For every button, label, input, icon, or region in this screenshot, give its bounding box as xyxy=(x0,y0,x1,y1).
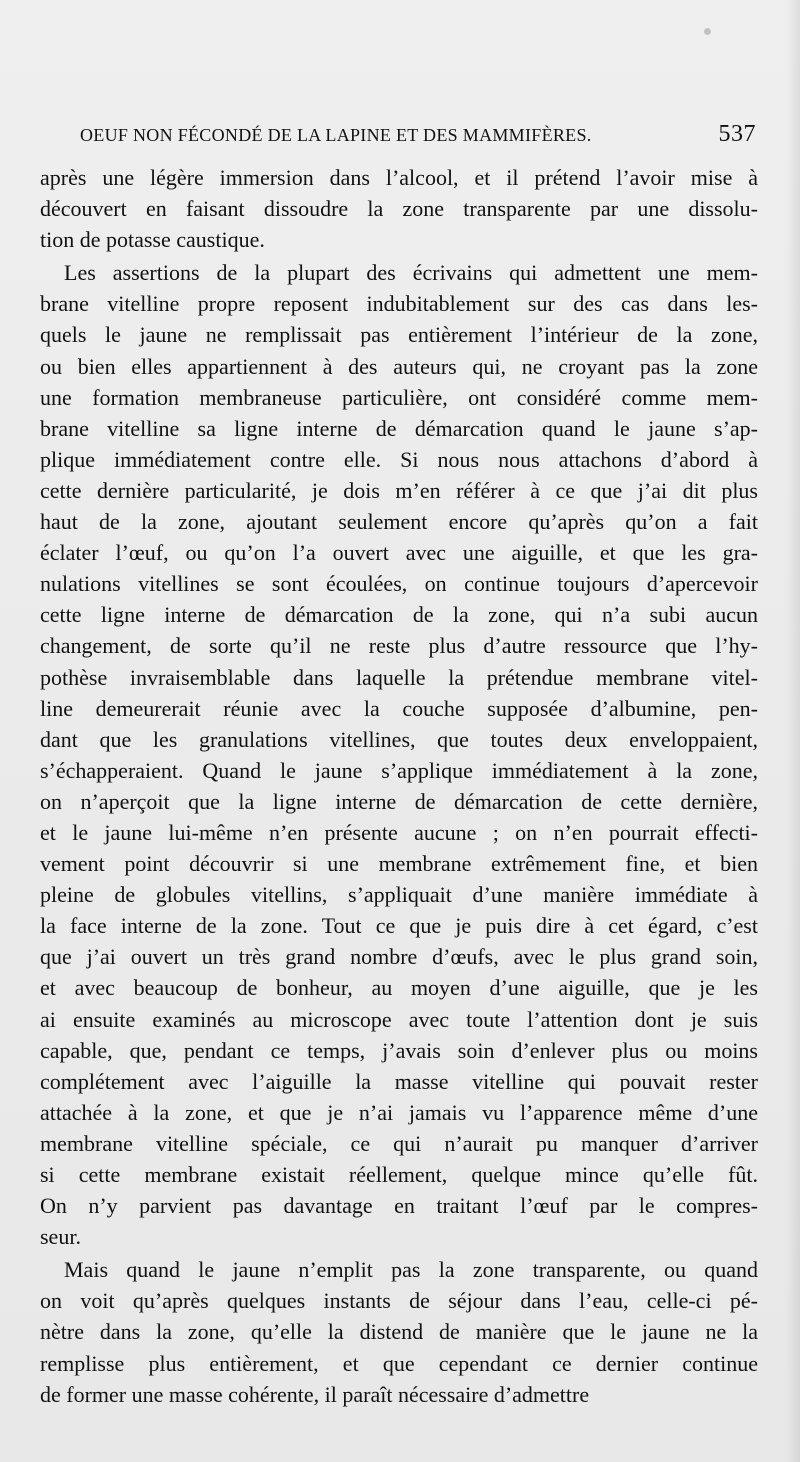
text-line: remplisse plus entièrement, et que cependant ce dernier continue xyxy=(40,1350,758,1376)
text-line: plique immédiatement contre elle. Si nous nous attachons d’abord à xyxy=(40,446,758,472)
text-line: une formation membraneuse particulière, ont considéré comme mem- xyxy=(40,384,758,410)
text-line: pothèse invraisemblable dans laquelle la prétendue membrane vitel- xyxy=(40,664,758,690)
text-line: de former une masse cohérente, il paraît nécessaire d’admettre xyxy=(40,1381,590,1407)
text-line: changement, de sorte qu’il ne reste plus d’autre ressource que l’hy- xyxy=(40,633,758,659)
text-line: ou bien elles appartiennent à des auteurs qui, ne croyant pas la zone xyxy=(40,353,758,379)
text-line: haut de la zone, ajoutant seulement encore qu’après qu’on a fait xyxy=(40,509,758,535)
text-line: brane vitelline propre reposent indubitablement sur des cas dans les- xyxy=(40,291,758,317)
text-line: ai ensuite examinés au microscope avec toute l’attention dont je suis xyxy=(40,1006,758,1032)
body-text xyxy=(40,162,758,1410)
text-line: on voit qu’après quelques instants de séjour dans l’eau, celle-ci pé- xyxy=(40,1288,758,1314)
text-line: Mais quand le jaune n’emplit pas la zone transparente, ou quand xyxy=(64,1257,758,1283)
page-number: 537 xyxy=(718,121,756,147)
paragraph xyxy=(40,1254,758,1409)
text-line: brane vitelline sa ligne interne de démarcation quand le jaune s’ap- xyxy=(40,415,758,441)
paragraph xyxy=(40,257,758,1252)
text-line: nètre dans la zone, qu’elle la distend de manière que le jaune ne la xyxy=(40,1319,758,1345)
text-line: On n’y parvient pas davantage en traitant l’œuf par le compres- xyxy=(40,1193,758,1219)
text-line: cette ligne interne de démarcation de la zone, qui n’a subi aucun xyxy=(40,602,758,628)
text-line: que j’ai ouvert un très grand nombre d’œufs, avec le plus grand soin, xyxy=(40,944,758,970)
text-line: quels le jaune ne remplissait pas entièrement l’intérieur de la zone, xyxy=(40,322,758,348)
text-line: membrane vitelline spéciale, ce qui n’aurait pu manquer d’arriver xyxy=(40,1130,758,1156)
text-line: vement point découvrir si une membrane extrêmement fine, et bien xyxy=(40,851,758,877)
paragraph xyxy=(40,162,758,255)
text-line: on n’aperçoit que la ligne interne de démarcation de cette dernière, xyxy=(40,788,758,814)
text-line: capable, que, pendant ce temps, j’avais soin d’enlever plus ou moins xyxy=(40,1037,758,1063)
text-line: nulations vitellines se sont écoulées, on continue toujours d’apercevoir xyxy=(40,571,758,597)
text-line: pleine de globules vitellins, s’appliquait d’une manière immédiate à xyxy=(40,882,758,908)
text-line: seur. xyxy=(40,1224,81,1250)
text-line: Les assertions de la plupart des écrivains qui admettent une mem- xyxy=(64,260,758,286)
text-line: découvert en faisant dissoudre la zone transparente par une dissolu- xyxy=(40,196,758,222)
text-line: éclater l’œuf, ou qu’on l’a ouvert avec une aiguille, et que les gra- xyxy=(40,540,758,566)
text-line: s’échapperaient. Quand le jaune s’applique immédiatement à la zone, xyxy=(40,757,758,783)
ink-speck xyxy=(704,28,711,35)
running-head xyxy=(80,121,756,153)
text-line: line demeurerait réunie avec la couche supposée d’albumine, pen- xyxy=(40,695,758,721)
text-line: et avec beaucoup de bonheur, au moyen d’une aiguille, que je les xyxy=(40,975,758,1001)
page-edge-shadow xyxy=(786,0,800,1462)
text-line: et le jaune lui-même n’en présente aucune ; on n’en pourrait effecti- xyxy=(40,819,758,845)
text-line: dant que les granulations vitellines, que toutes deux enveloppaient, xyxy=(40,726,758,752)
text-line: complétement avec l’aiguille la masse vitelline qui pouvait rester xyxy=(40,1068,758,1094)
text-line: si cette membrane existait réellement, quelque mince qu’elle fût. xyxy=(40,1162,758,1187)
text-line: tion de potasse caustique. xyxy=(40,227,265,253)
text-line: après une légère immersion dans l’alcool, et il prétend l’avoir mise à xyxy=(40,165,758,190)
text-line: cette dernière particularité, je dois m’en référer à ce que j’ai dit plus xyxy=(40,477,758,503)
text-line: attachée à la zone, et que je n’ai jamais vu l’apparence même d’une xyxy=(40,1099,758,1125)
running-title: OEUF NON FÉCONDÉ DE LA LAPINE ET DES MAMMIFÈRES. xyxy=(80,125,592,145)
text-line: la face interne de la zone. Tout ce que je puis dire à cet égard, c’est xyxy=(40,913,758,939)
